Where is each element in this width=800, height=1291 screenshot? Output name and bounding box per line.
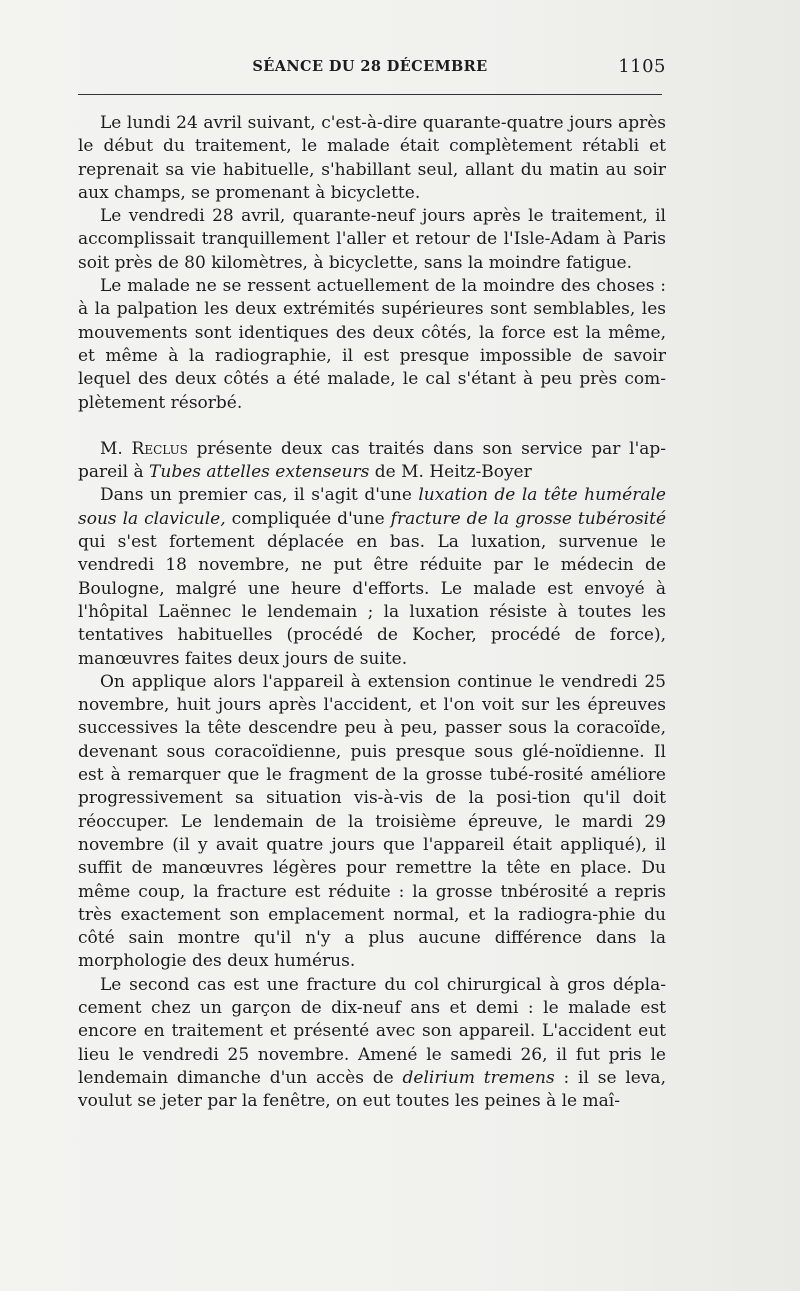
body-text bbox=[78, 112, 666, 1113]
paragraph-recovery: Le lundi 24 avril suivant, c'est-à-dire quarante-quatre jours après le début du traitement, le malade était complètement rétabli et reprenait sa vie habituelle, s'habillant seul, allant du matin au soir aux champs, se promenant à bicyclette. bbox=[78, 113, 666, 203]
text-segment: compliquée d'une bbox=[225, 508, 391, 529]
page-header bbox=[78, 56, 666, 82]
text-segment: de M. Heitz-Boyer bbox=[369, 462, 532, 483]
paragraph-reclus-presentation bbox=[78, 438, 666, 485]
text-segment: Dans un premier cas, il s'agit d'une bbox=[100, 485, 419, 506]
italic-apparatus-name: Tubes attelles extenseurs bbox=[149, 462, 370, 483]
header-rule bbox=[78, 94, 662, 95]
text-segment: présente deux cas traités dans son service par l'ap-pareil à bbox=[78, 438, 667, 483]
text-segment: M. bbox=[100, 438, 132, 459]
page-number: 1105 bbox=[618, 56, 666, 77]
italic-diagnosis: luxation de la tête humérale sous la clavicule, bbox=[78, 485, 666, 529]
paragraph-first-case bbox=[78, 484, 666, 670]
running-title: SÉANCE DU 28 DÉCEMBRE bbox=[252, 58, 488, 75]
italic-delirium: delirium tremens bbox=[402, 1067, 555, 1088]
paragraph-extension-treatment: On applique alors l'appareil à extension continue le vendredi 25 novembre, huit jours après l'accident, et l'on voit sur les épreuves successives la tête descendre peu à peu, passer sous la coracoïde, devenant sous coracoïdienne, puis presque sous glé-noïdienne. Il est à remarquer que le fragment de la grosse tubé-rosité améliore progressivement sa situation vis-à-vis de la posi-tion qu'il doit réoccuper. Le lendemain de la troisième épreuve, le mardi 29 novembre (il y avait quatre jours que l'appareil était appliqué), il suffit de manœuvres légères pour remettre la tête en place. Du même coup, la fracture est réduite : la grosse tnbérosité a repris très exactement son emplacement normal, et la radiogra-phie du côté sain montre qu'il n'y a plus aucune différence dans la morphologie des deux humérus. bbox=[78, 671, 666, 972]
author-name: Reclus bbox=[131, 438, 188, 459]
paragraph-current-state: Le malade ne se ressent actuellement de la moindre des choses : à la palpation les deux extrémités supérieures sont semblables, les mouvements sont identiques des deux côtés, la force est la même, et même à la radiographie, il est presque impossible de savoir lequel des deux côtés a été malade, le cal s'étant à peu près com-plètement résorbé. bbox=[78, 276, 666, 413]
text-segment: qui s'est fortement déplacée en bas. La luxation, survenue le vendredi 18 novembre, ne put être réduite par le médecin de Boulogne, malgré une heure d'efforts. Le malade est envoyé à l'hôpital Laënnec le lendemain ; la luxation résiste à toutes les tentatives habituelles (procédé de Kocher, procédé de force), manœuvres faites deux jours de suite. bbox=[78, 532, 666, 669]
text-segment: : il se leva, voulut se jeter par la fenêtre, on eut toutes les peines à le maî- bbox=[78, 1067, 666, 1112]
paragraph-second-case bbox=[78, 974, 666, 1114]
paragraph-bicycle-trip: Le vendredi 28 avril, quarante-neuf jours après le traitement, il accomplissait tranquillement l'aller et retour de l'Isle-Adam à Paris soit près de 80 kilomètres, à bicyclette, sans la moindre fatigue. bbox=[78, 206, 666, 273]
text-segment: Le second cas est une fracture du col chirurgical à gros dépla-cement chez un garçon de dix-neuf ans et demi : le malade est encore en traitement et présenté avec son appareil. L'accident eut lieu le vendredi 25 novembre. Amené le samedi 26, il fut pris le lendemain dimanche d'un accès de bbox=[78, 974, 666, 1088]
italic-fracture: fracture de la grosse tubérosité bbox=[390, 508, 666, 529]
